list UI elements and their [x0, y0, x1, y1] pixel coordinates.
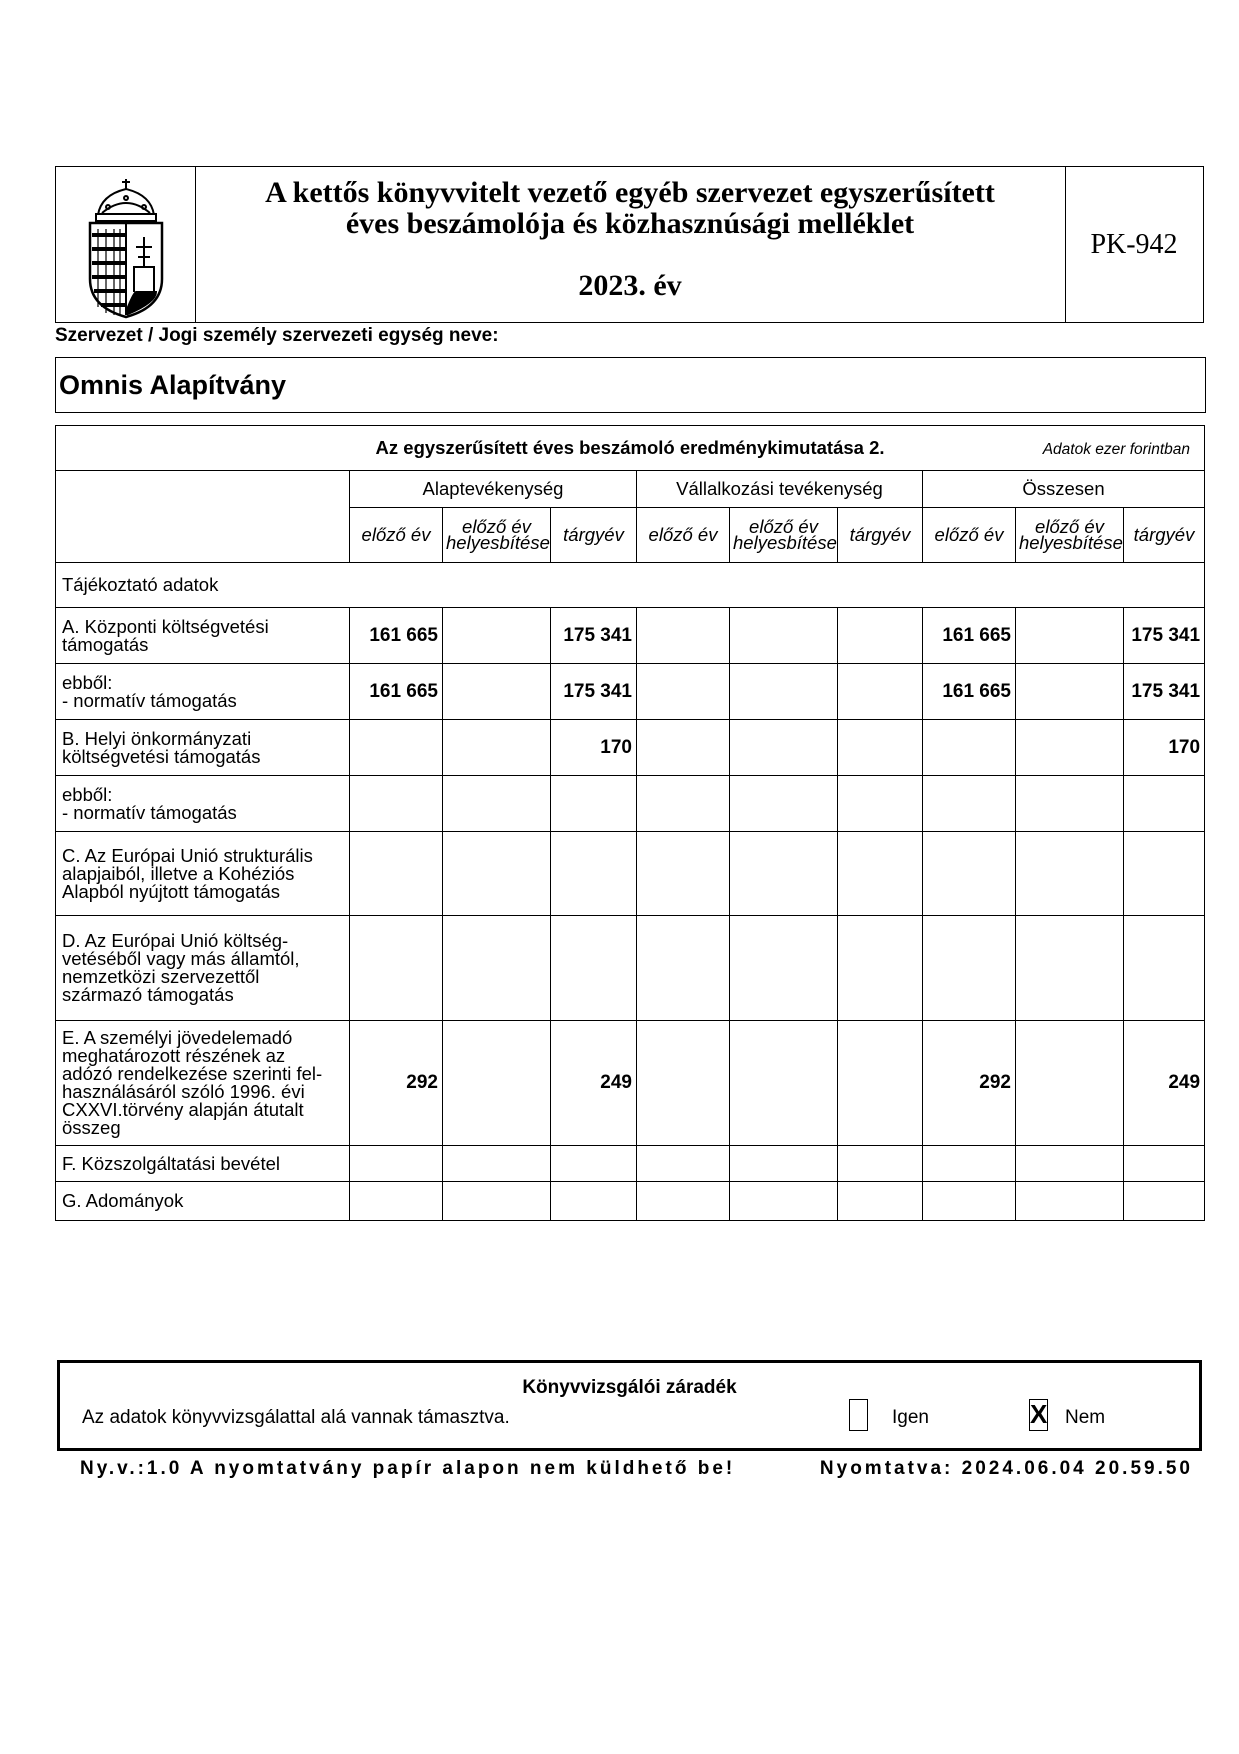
row-label-line: származó támogatás [62, 984, 234, 1005]
section-label: Tájékoztató adatok [56, 563, 1205, 608]
row-label [56, 720, 350, 776]
value-cell [1124, 1146, 1205, 1182]
value-cell: 161 665 [350, 664, 443, 720]
empty-header-cell [56, 471, 350, 563]
row-label [56, 1021, 350, 1146]
subcolumn-header-line1: előző év [934, 524, 1004, 545]
value-cell [1016, 776, 1124, 832]
audit-no-label: Nem [1065, 1407, 1106, 1428]
row-label-line: adózó rendelkezése szerinti fel- [62, 1063, 323, 1084]
form-code: PK-942 [1090, 228, 1178, 260]
value-cell [350, 916, 443, 1021]
row-label-line: használásáról szóló 1996. évi [62, 1081, 305, 1102]
value-cell [730, 776, 838, 832]
audit-statement: Az adatok könyvvizsgálattal alá vannak támasztva. [82, 1407, 510, 1428]
value-cell [637, 664, 730, 720]
value-cell [1016, 832, 1124, 916]
footer-version-note: Ny.v.:1.0 A nyomtatvány papír alapon nem küldhető be! [80, 1458, 736, 1479]
value-cell [637, 916, 730, 1021]
document-title [195, 177, 1065, 239]
value-cell [443, 1146, 551, 1182]
subcolumn-header-line1: tárgyév [1133, 524, 1195, 545]
table-row [56, 664, 1205, 720]
audit-yes-checkbox[interactable] [849, 1399, 868, 1431]
value-cell [838, 916, 923, 1021]
table-row [56, 720, 1205, 776]
subcolumn-header [443, 508, 551, 563]
row-label [56, 916, 350, 1021]
row-label-line: alapjaiból, illetve a Kohéziós [62, 862, 295, 884]
value-cell: 175 341 [1124, 608, 1205, 664]
value-cell [551, 776, 637, 832]
row-label-line: CXXVI.törvény alapján átutalt [62, 1099, 304, 1120]
value-cell [551, 1182, 637, 1221]
row-label-line: B. Helyi önkormányzati [62, 727, 252, 749]
value-cell: 161 665 [923, 608, 1016, 664]
subcolumn-header-line1: tárgyév [563, 524, 624, 545]
subcolumn-header-line1: előző év [361, 524, 431, 545]
value-cell [730, 720, 838, 776]
row-label-line: A. Központi költségvetési [62, 615, 269, 637]
row-label [56, 1146, 350, 1182]
subcolumn-header-line1: tárgyév [849, 524, 911, 545]
row-label-line: - normatív támogatás [62, 801, 237, 823]
row-label [56, 664, 350, 720]
table-row [56, 1146, 1205, 1182]
value-cell [923, 1146, 1016, 1182]
value-cell [730, 608, 838, 664]
value-cell [443, 1021, 551, 1146]
section-row [56, 563, 1205, 608]
value-cell [551, 916, 637, 1021]
row-label-line: támogatás [62, 633, 149, 655]
row-label-line: meghatározott részének az [62, 1045, 286, 1066]
group-header-basic: Alaptevékenység [350, 471, 637, 508]
subcolumn-header [1016, 508, 1124, 563]
value-cell: 175 341 [551, 664, 637, 720]
organization-label: Szervezet / Jogi személy szervezeti egység neve: [55, 325, 499, 346]
value-cell [1016, 1182, 1124, 1221]
subcolumn-header-line2: helyesbítése [446, 532, 550, 553]
value-cell [637, 832, 730, 916]
value-cell [637, 608, 730, 664]
row-label [56, 608, 350, 664]
row-label-line: nemzetközi szervezettől [62, 966, 260, 987]
value-cell: 292 [350, 1021, 443, 1146]
value-cell [443, 720, 551, 776]
row-label [56, 1182, 350, 1221]
value-cell [838, 1021, 923, 1146]
audit-title: Könyvvizsgálói záradék [522, 1377, 737, 1398]
value-cell [923, 776, 1016, 832]
hungarian-coat-of-arms-icon [56, 167, 195, 322]
table-row [56, 1182, 1205, 1221]
value-cell [838, 720, 923, 776]
value-cell [1016, 1021, 1124, 1146]
organization-name: Omnis Alapítvány [55, 357, 1206, 413]
value-cell [923, 720, 1016, 776]
subcolumn-header-line1: előző év [749, 516, 818, 537]
audit-yes-label: Igen [892, 1407, 929, 1428]
row-label [56, 776, 350, 832]
row-label-line: E. A személyi jövedelemadó [62, 1027, 293, 1048]
value-cell [923, 1182, 1016, 1221]
value-cell: 170 [1124, 720, 1205, 776]
value-cell [637, 1021, 730, 1146]
row-label-line: G. Adományok [62, 1190, 184, 1211]
table-title-row [56, 426, 1205, 471]
value-cell [730, 832, 838, 916]
title-cell [195, 167, 1066, 322]
subcolumn-header [838, 508, 923, 563]
row-label-line: - normatív támogatás [62, 689, 237, 711]
value-cell [1124, 916, 1205, 1021]
subcolumn-header-line2: helyesbítése [1019, 532, 1123, 553]
row-label-line: F. Közszolgáltatási bevétel [62, 1152, 281, 1174]
value-cell [350, 1146, 443, 1182]
value-cell [350, 1182, 443, 1221]
value-cell [443, 1182, 551, 1221]
value-cell [730, 1021, 838, 1146]
value-cell [1016, 720, 1124, 776]
value-cell [838, 608, 923, 664]
value-cell [1124, 832, 1205, 916]
value-cell [443, 664, 551, 720]
value-cell [730, 1146, 838, 1182]
value-cell [637, 1182, 730, 1221]
value-cell [838, 776, 923, 832]
value-cell [838, 1146, 923, 1182]
value-cell [551, 1146, 637, 1182]
value-cell [1124, 776, 1205, 832]
group-header-business: Vállalkozási tevékenység [637, 471, 923, 508]
subcolumn-header-line1: előző év [462, 516, 531, 537]
value-cell [1016, 664, 1124, 720]
row-label [56, 832, 350, 916]
value-cell [637, 776, 730, 832]
subcolumn-header [350, 508, 443, 563]
row-label-line: D. Az Európai Unió költség- [62, 930, 289, 951]
subcolumn-header [551, 508, 637, 563]
value-cell [838, 1182, 923, 1221]
value-cell: 175 341 [1124, 664, 1205, 720]
footer-print-time: Nyomtatva: 2024.06.04 20.59.50 [819, 1458, 1193, 1479]
subcolumn-header [1124, 508, 1205, 563]
document-year: 2023. év [578, 269, 682, 302]
audit-clause-box [57, 1360, 1202, 1451]
subcolumn-header [637, 508, 730, 563]
value-cell [443, 916, 551, 1021]
value-cell [443, 608, 551, 664]
value-cell: 249 [551, 1021, 637, 1146]
value-cell [1016, 916, 1124, 1021]
income-statement-table [55, 425, 1205, 1221]
value-cell [923, 916, 1016, 1021]
table-row [56, 776, 1205, 832]
value-cell [838, 664, 923, 720]
value-cell: 249 [1124, 1021, 1205, 1146]
table-title: Az egyszerűsített éves beszámoló eredménykimutatása 2. [375, 437, 885, 458]
value-cell [350, 776, 443, 832]
table-row [56, 916, 1205, 1021]
row-label-line: ebből: [62, 671, 113, 693]
row-label-line: vetéséből vagy más államtól, [62, 948, 300, 969]
value-cell: 161 665 [923, 664, 1016, 720]
subcolumn-header-line2: helyesbítése [733, 532, 837, 553]
value-cell [1124, 1182, 1205, 1221]
row-label-line: költségvetési támogatás [62, 745, 261, 767]
table-row [56, 1021, 1205, 1146]
value-cell [443, 832, 551, 916]
group-header-row [56, 471, 1205, 508]
document-title-line1: A kettős könyvvitelt vezető egyéb szervezet egyszerűsített [265, 176, 995, 209]
subcolumn-header-line1: előző év [648, 524, 718, 545]
row-label-line: C. Az Európai Unió strukturális [62, 844, 313, 866]
value-cell [838, 832, 923, 916]
value-cell: 292 [923, 1021, 1016, 1146]
value-cell [730, 1182, 838, 1221]
value-cell [637, 720, 730, 776]
value-cell [730, 664, 838, 720]
value-cell: 161 665 [350, 608, 443, 664]
document-title-line2: éves beszámolója és közhasznúsági melléklet [345, 207, 915, 240]
group-header-total: Összesen [923, 471, 1205, 508]
value-cell: 170 [551, 720, 637, 776]
value-cell [923, 832, 1016, 916]
value-cell [1016, 1146, 1124, 1182]
value-cell [350, 720, 443, 776]
value-cell [443, 776, 551, 832]
row-label-line: összeg [62, 1117, 121, 1138]
unit-note: Adatok ezer forintban [1042, 441, 1191, 458]
audit-no-checkbox[interactable]: X [1030, 1399, 1048, 1429]
value-cell [730, 916, 838, 1021]
value-cell [637, 1146, 730, 1182]
value-cell [1016, 608, 1124, 664]
table-row [56, 832, 1205, 916]
subcolumn-header-line1: előző év [1035, 516, 1104, 537]
crest-cell [56, 167, 196, 322]
value-cell: 175 341 [551, 608, 637, 664]
subcolumn-header [730, 508, 838, 563]
table-row [56, 608, 1205, 664]
row-label-line: ebből: [62, 783, 113, 805]
table-title-cell [56, 426, 1205, 471]
row-label-line: Alapból nyújtott támogatás [62, 880, 281, 902]
subcolumn-header [923, 508, 1016, 563]
value-cell [551, 832, 637, 916]
form-header [55, 166, 1204, 323]
value-cell [350, 832, 443, 916]
